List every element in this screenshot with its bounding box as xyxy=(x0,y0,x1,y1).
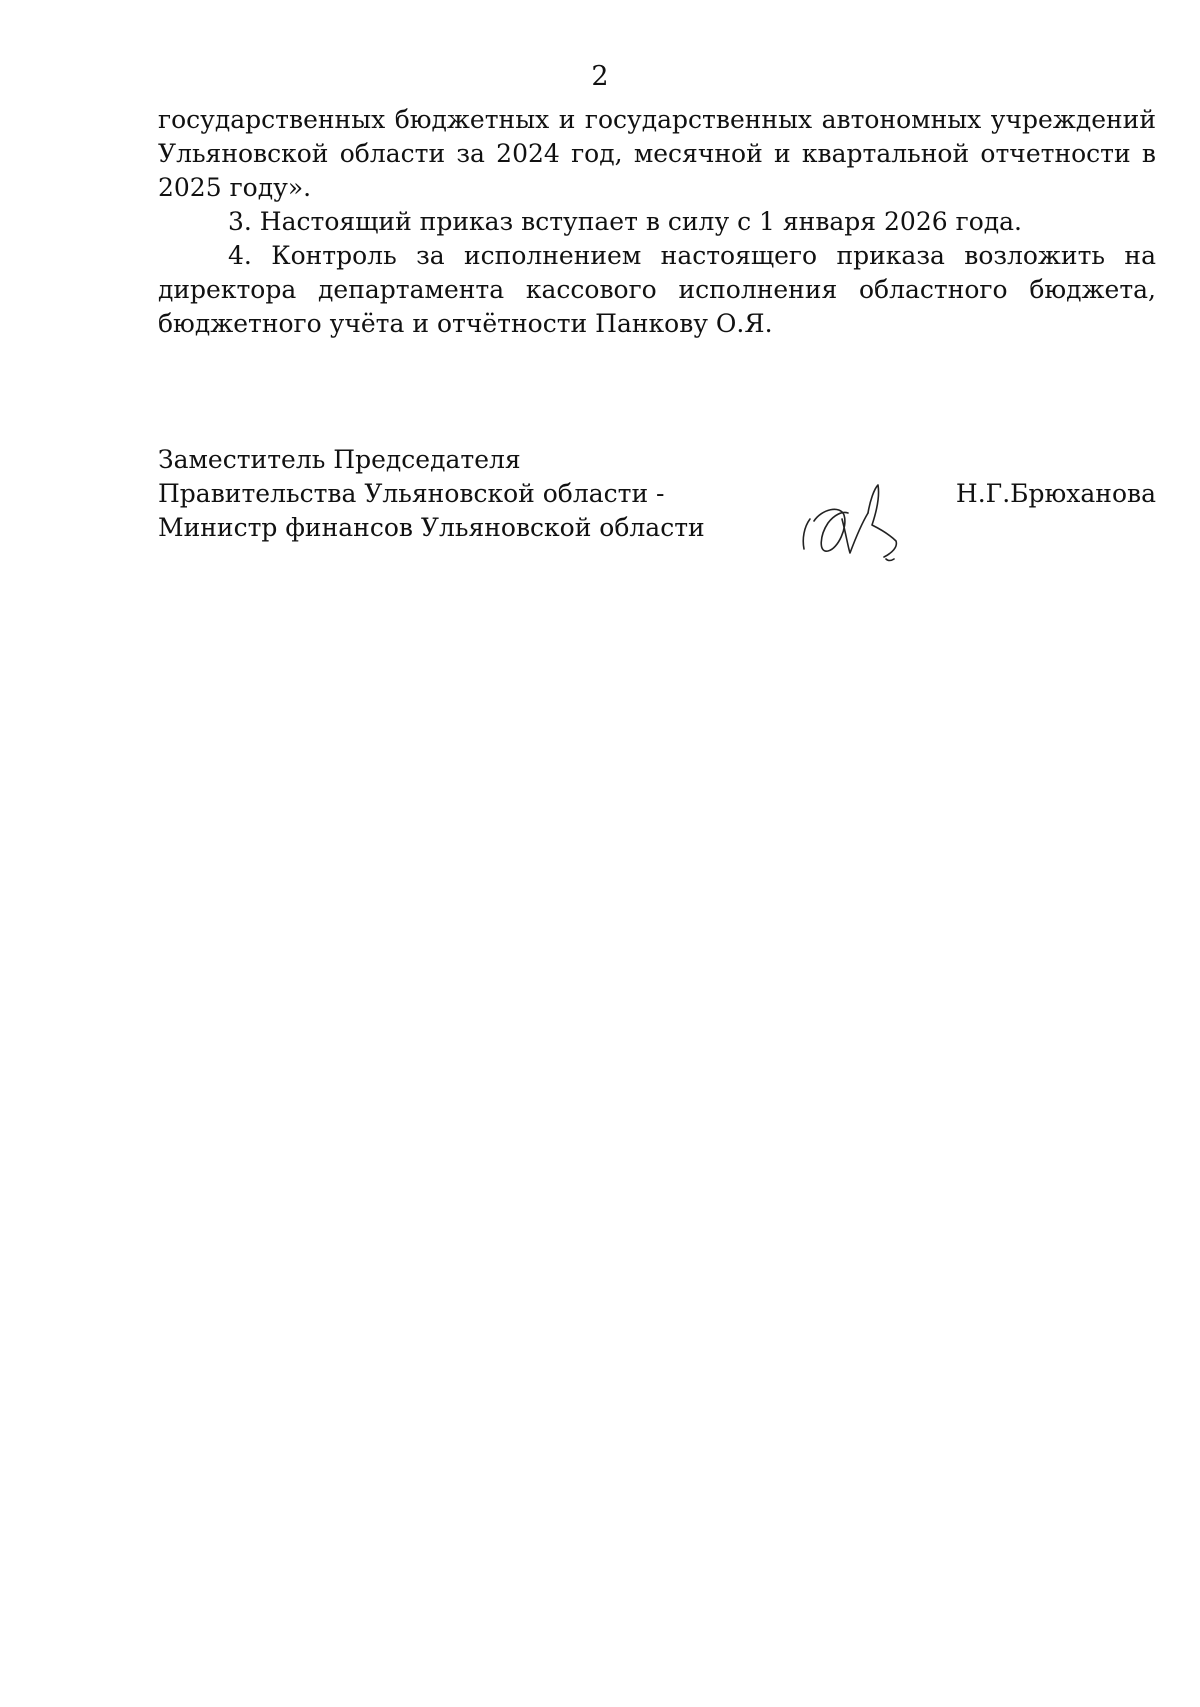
page-number: 2 xyxy=(591,61,609,92)
signer-title-line: Министр финансов Ульяновской области xyxy=(158,513,705,542)
paragraph-continuation: государственных бюджетных и государственных автономных учреждений Ульяновской области за 2024 год, месячной и квартальной отчетности в 2025 году». xyxy=(158,105,1156,202)
paragraph-item-3: 3. Настоящий приказ вступает в силу с 1 января 2026 года. xyxy=(228,207,1022,236)
signature-block xyxy=(158,443,1156,573)
signer-name: Н.Г.Брюханова xyxy=(955,479,1156,508)
document-body xyxy=(158,103,1156,341)
paragraph-item-4: 4. Контроль за исполнением настоящего приказа возложить на директора департамента кассового исполнения областного бюджета, бюджетного учёта и отчётности Панкову О.Я. xyxy=(158,241,1156,338)
signer-title xyxy=(158,443,705,545)
handwritten-signature-icon xyxy=(798,479,918,569)
signer-title-line: Правительства Ульяновской области - xyxy=(158,479,665,508)
signer-title-line: Заместитель Председателя xyxy=(158,445,521,474)
